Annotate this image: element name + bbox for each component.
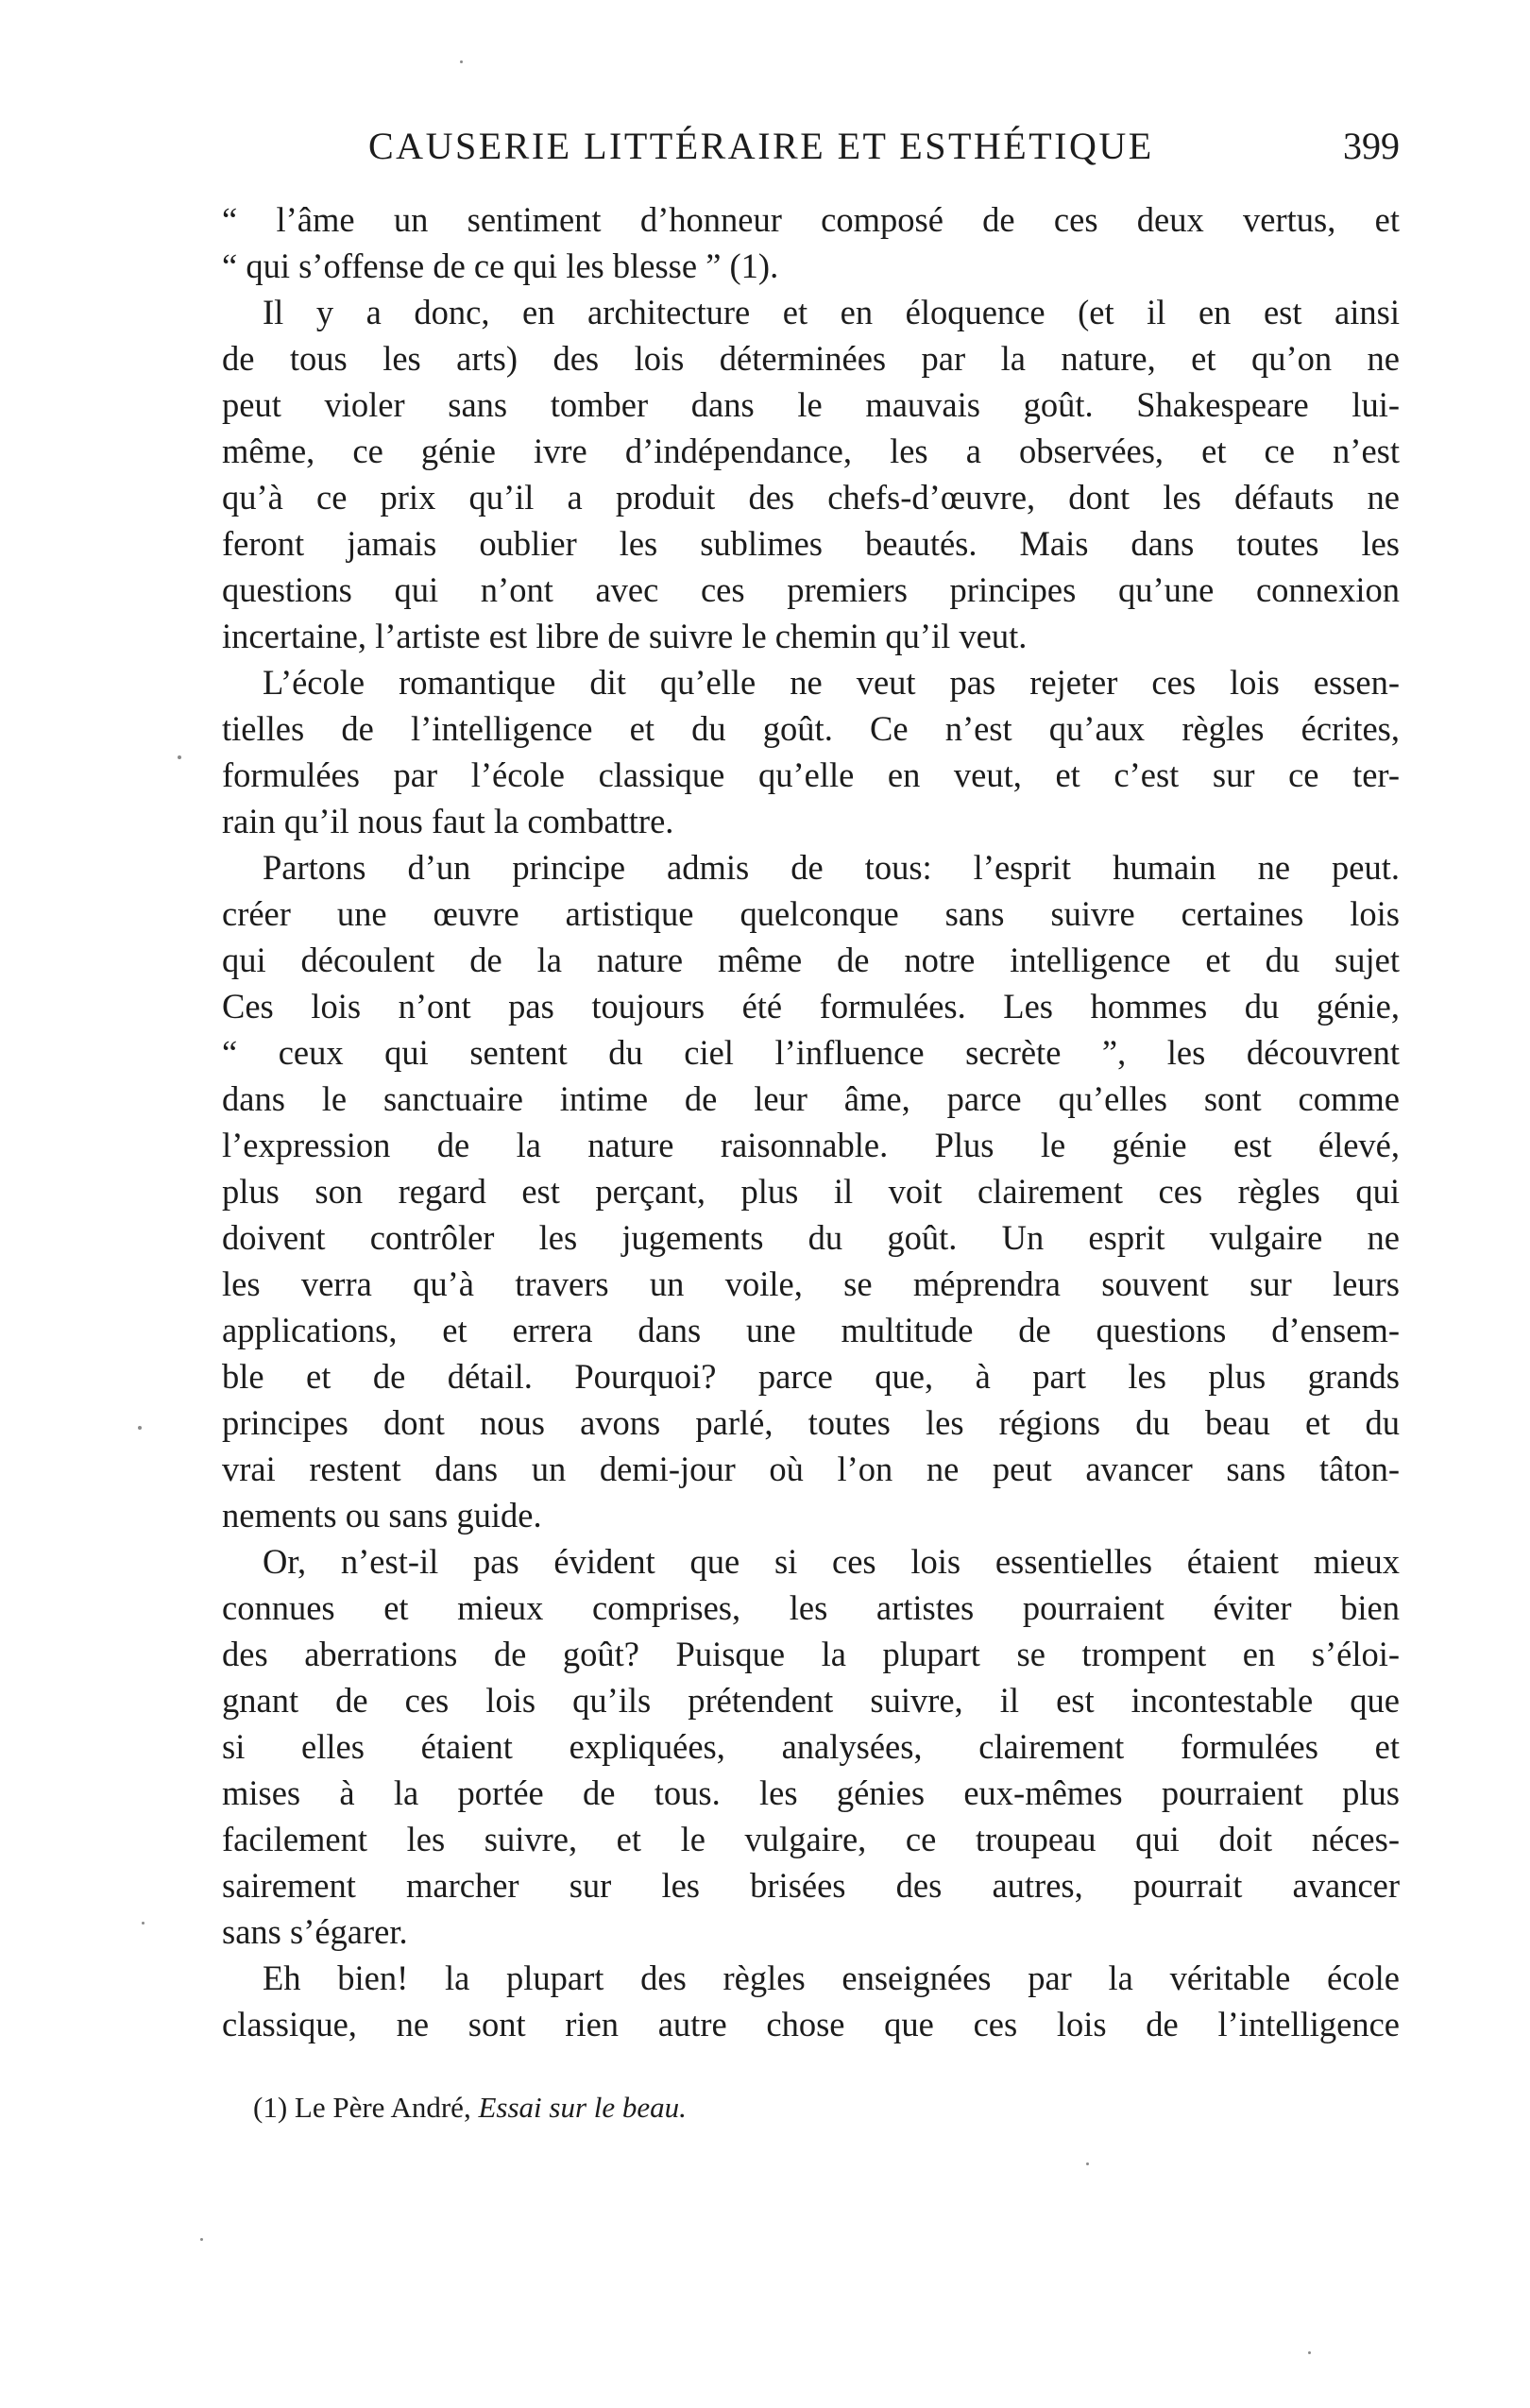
text-line: feront jamais oublier les sublimes beautés. Mais dans toutes les: [222, 524, 1400, 563]
text-line: “ qui s’offense de ce qui les blesse ” (1).: [222, 246, 779, 285]
print-speck: [200, 2238, 203, 2241]
text-line: tielles de l’intelligence et du goût. Ce n’est qu’aux règles écrites,: [222, 709, 1400, 748]
footnote-author: Le Père André,: [294, 2091, 471, 2124]
paragraph: [222, 196, 1400, 289]
text-line: doivent contrôler les jugements du goût. Un esprit vulgaire ne: [222, 1218, 1400, 1257]
page-number: 399: [1343, 125, 1400, 167]
text-line: questions qui n’ont avec ces premiers principes qu’une connexion: [222, 570, 1400, 609]
text-line: peut violer sans tomber dans le mauvais goût. Shakespeare lui-: [222, 385, 1400, 424]
text-line: mises à la portée de tous. les génies eux-mêmes pourraient plus: [222, 1773, 1400, 1812]
print-speck: [1086, 2162, 1089, 2165]
paragraph: [222, 844, 1400, 1538]
text-line: rain qu’il nous faut la combattre.: [222, 802, 674, 840]
text-line: “ ceux qui sentent du ciel l’influence secrète ”, les découvrent: [222, 1033, 1400, 1072]
text-line: Eh bien! la plupart des règles enseignées par la véritable école: [263, 1959, 1400, 1997]
print-speck: [142, 1922, 144, 1925]
text-line: gnant de ces lois qu’ils prétendent suivre, il est incontestable que: [222, 1681, 1400, 1720]
text-line: “ l’âme un sentiment d’honneur composé de ces deux vertus, et: [222, 200, 1400, 239]
text-line: les verra qu’à travers un voile, se méprendra souvent sur leurs: [222, 1264, 1400, 1303]
text-line: si elles étaient expliquées, analysées, clairement formulées et: [222, 1727, 1400, 1766]
text-line: Or, n’est-il pas évident que si ces lois essentielles étaient mieux: [263, 1542, 1400, 1581]
paragraph: [222, 1538, 1400, 1955]
body-text: [222, 196, 1400, 2047]
text-line: de tous les arts) des lois déterminées par la nature, et qu’on ne: [222, 339, 1400, 378]
text-line: connues et mieux comprises, les artistes pourraient éviter bien: [222, 1588, 1400, 1627]
running-title: CAUSERIE LITTÉRAIRE ET ESTHÉTIQUE: [368, 125, 1154, 167]
paragraph: [222, 289, 1400, 659]
text-line: Partons d’un principe admis de tous: l’esprit humain ne peut.: [263, 848, 1400, 887]
footnote-marker: (1): [253, 2091, 288, 2124]
text-line: Il y a donc, en architecture et en éloquence (et il en est ainsi: [263, 293, 1400, 331]
print-speck: [178, 755, 181, 759]
footnote-title: Essai sur le beau.: [478, 2091, 687, 2124]
paragraph: [222, 659, 1400, 844]
text-line: dans le sanctuaire intime de leur âme, parce qu’elles sont comme: [222, 1079, 1400, 1118]
text-line: L’école romantique dit qu’elle ne veut pas rejeter ces lois essen-: [263, 663, 1400, 702]
print-speck: [138, 1426, 142, 1430]
text-line: applications, et errera dans une multitude de questions d’ensem-: [222, 1311, 1400, 1349]
text-line: créer une œuvre artistique quelconque sans suivre certaines lois: [222, 894, 1400, 933]
footnote: [253, 2089, 687, 2127]
text-line: l’expression de la nature raisonnable. Plus le génie est élevé,: [222, 1126, 1400, 1164]
text-line: qu’à ce prix qu’il a produit des chefs-d’œuvre, dont les défauts ne: [222, 478, 1400, 517]
paragraph: [222, 1955, 1400, 2047]
text-line: des aberrations de goût? Puisque la plupart se trompent en s’éloi-: [222, 1635, 1400, 1673]
print-speck: [460, 60, 463, 63]
text-line: sairement marcher sur les brisées des autres, pourrait avancer: [222, 1866, 1400, 1905]
text-line: Ces lois n’ont pas toujours été formulées. Les hommes du génie,: [222, 987, 1400, 1026]
print-speck: [1308, 2351, 1311, 2354]
running-head: [368, 121, 1400, 172]
text-line: formulées par l’école classique qu’elle en veut, et c’est sur ce ter-: [222, 755, 1400, 794]
text-line: incertaine, l’artiste est libre de suivre le chemin qu’il veut.: [222, 617, 1028, 655]
text-line: nements ou sans guide.: [222, 1496, 542, 1535]
text-line: principes dont nous avons parlé, toutes les régions du beau et du: [222, 1403, 1400, 1442]
text-line: facilement les suivre, et le vulgaire, ce troupeau qui doit néces-: [222, 1820, 1400, 1858]
text-line: classique, ne sont rien autre chose que ces lois de l’intelligence: [222, 2005, 1400, 2043]
text-line: ble et de détail. Pourquoi? parce que, à part les plus grands: [222, 1357, 1400, 1396]
text-line: même, ce génie ivre d’indépendance, les a observées, et ce n’est: [222, 432, 1400, 470]
text-line: plus son regard est perçant, plus il voit clairement ces règles qui: [222, 1172, 1400, 1211]
text-line: qui découlent de la nature même de notre intelligence et du sujet: [222, 941, 1400, 979]
text-line: vrai restent dans un demi-jour où l’on ne peut avancer sans tâton-: [222, 1450, 1400, 1488]
text-line: sans s’égarer.: [222, 1912, 408, 1951]
